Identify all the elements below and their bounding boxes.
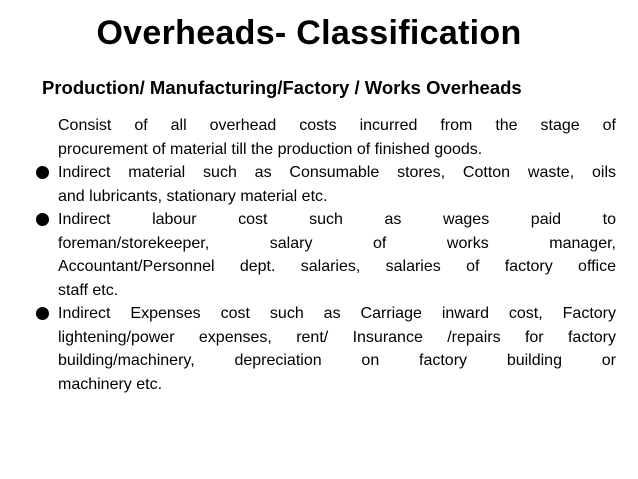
- bullet-dot-icon: [36, 166, 49, 179]
- bullet-line: and lubricants, stationary material etc.: [58, 187, 328, 205]
- bullet-item: [36, 161, 616, 208]
- bullet-dot-icon: [36, 213, 49, 226]
- bullet-line: machinery etc.: [58, 375, 163, 393]
- bullet-line: Indirect Expenses cost such as Carriage inward cost, Factory: [58, 305, 616, 322]
- intro-line: procurement of material till the production of finished goods.: [58, 140, 483, 158]
- bullet-line: Indirect material such as Consumable stores, Cotton waste, oils: [58, 164, 616, 181]
- bullet-line: Accountant/Personnel dept. salaries, salaries of factory office: [58, 258, 616, 275]
- slide-body: [36, 114, 616, 396]
- bullet-line: building/machinery, depreciation on factory building or: [58, 352, 616, 369]
- intro-line: Consist of all overhead costs incurred from the stage of: [58, 117, 616, 134]
- bullet-dot-icon: [36, 307, 49, 320]
- intro-paragraph: [36, 114, 616, 161]
- bullet-line: Indirect labour cost such as wages paid to: [58, 211, 616, 228]
- slide-title: Overheads- Classification: [96, 14, 522, 52]
- slide-subtitle: Production/ Manufacturing/Factory / Works Overheads: [42, 77, 522, 98]
- bullet-line: lightening/power expenses, rent/ Insurance /repairs for factory: [58, 328, 616, 346]
- bullet-line: staff etc.: [58, 281, 119, 299]
- bullet-item: [36, 208, 616, 302]
- bullet-line: foreman/storekeeper, salary of works manager,: [58, 234, 616, 252]
- bullet-item: [36, 302, 616, 396]
